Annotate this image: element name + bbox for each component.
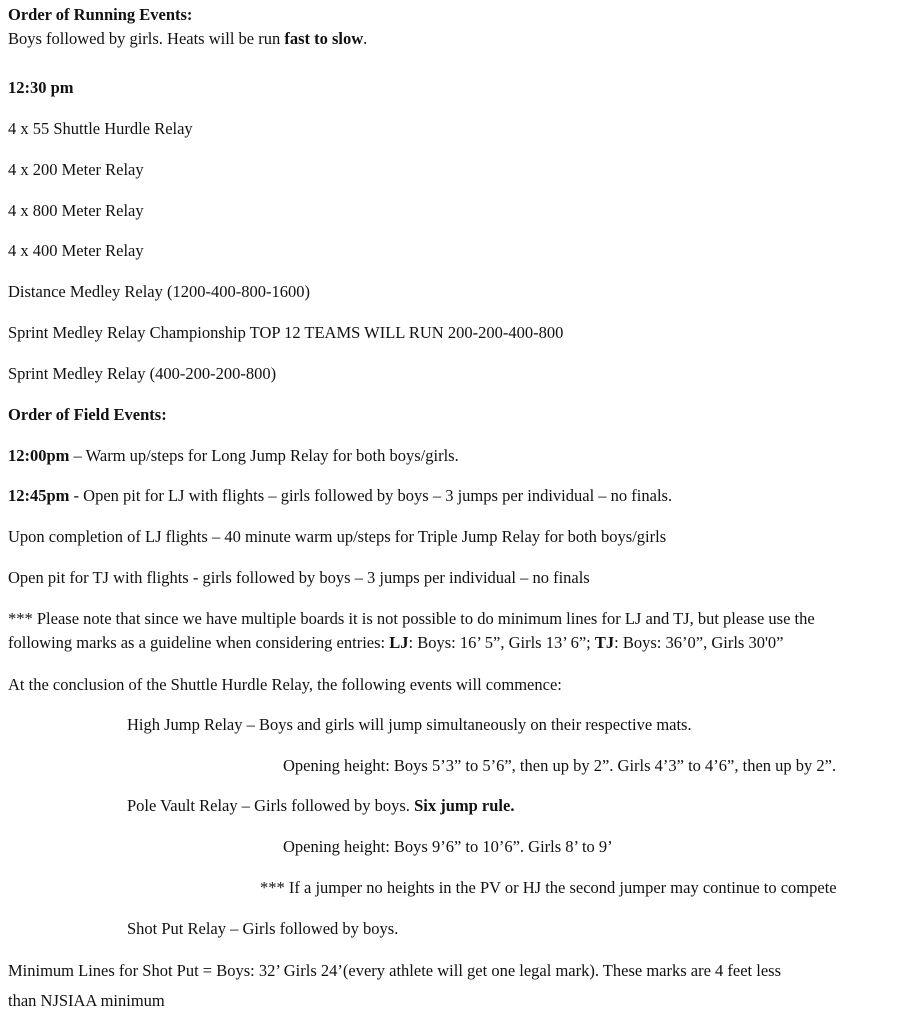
field-event-longjump-open: [8, 486, 672, 506]
conclusion-text: At the conclusion of the Shuttle Hurdle Relay, the following events will commence:: [8, 675, 562, 694]
running-event-item: 4 x 55 Shuttle Hurdle Relay: [8, 119, 193, 138]
intro-text: Boys followed by girls. Heats will be run: [8, 29, 285, 48]
running-events-intro: [8, 29, 367, 49]
pole-vault-relay: [127, 796, 514, 816]
intro-period: .: [363, 29, 368, 48]
running-event-item: Sprint Medley Relay Championship TOP 12 TEAMS WILL RUN 200-200-400-800: [8, 323, 564, 342]
field-event-triplejump-open: Open pit for TJ with flights - girls followed by boys – 3 jumps per individual – no finals: [8, 568, 590, 587]
note-lj-marks: : Boys: 16’ 5”, Girls 13’ 6”;: [408, 633, 595, 652]
running-event-item: 4 x 400 Meter Relay: [8, 241, 144, 260]
running-event-item: Sprint Medley Relay (400-200-200-800): [8, 364, 277, 383]
field-text: - Open pit for LJ with flights – girls followed by boys – 3 jumps per individual – no finals.: [69, 486, 673, 505]
no-heights-note: *** If a jumper no heights in the PV or HJ the second jumper may continue to compete: [260, 878, 837, 897]
pole-vault-rule: Six jump rule.: [414, 796, 515, 815]
guideline-note-line-2: [8, 633, 784, 653]
intro-emphasis: fast to slow: [284, 29, 364, 48]
pole-vault-opening-height: Opening height: Boys 9’6” to 10’6”. Girls 8’ to 9’: [283, 837, 613, 856]
field-time: 12:45pm: [8, 486, 70, 505]
pole-vault-text: Pole Vault Relay – Girls followed by boys.: [127, 796, 415, 815]
note-lj-label: LJ: [389, 633, 409, 652]
high-jump-opening-height: Opening height: Boys 5’3” to 5’6”, then up by 2”. Girls 4’3” to 4’6”, then up by 2”.: [283, 756, 837, 775]
note-text: following marks as a guideline when considering entries:: [8, 633, 390, 652]
high-jump-relay: High Jump Relay – Boys and girls will jump simultaneously on their respective mats.: [127, 715, 692, 734]
running-event-item: 4 x 200 Meter Relay: [8, 160, 144, 179]
running-event-item: 4 x 800 Meter Relay: [8, 201, 144, 220]
field-time: 12:00pm: [8, 446, 70, 465]
running-start-time: 12:30 pm: [8, 78, 74, 97]
note-tj-label: TJ: [594, 633, 615, 652]
running-event-item: Distance Medley Relay (1200-400-800-1600): [8, 282, 310, 301]
shot-put-minimum-line-1: Minimum Lines for Shot Put = Boys: 32’ Girls 24’(every athlete will get one legal mark). These marks are 4 feet less: [8, 961, 782, 980]
shot-put-relay: Shot Put Relay – Girls followed by boys.: [127, 919, 399, 938]
shot-put-minimum-line-2: than NJSIAA minimum: [8, 991, 165, 1010]
field-event-triplejump-warmup: Upon completion of LJ flights – 40 minute warm up/steps for Triple Jump Relay for both boys/girls: [8, 527, 667, 546]
field-events-heading: Order of Field Events:: [8, 405, 167, 424]
guideline-note-line-1: *** Please note that since we have multiple boards it is not possible to do minimum lines for LJ and TJ, but please use the: [8, 609, 815, 628]
note-tj-marks: : Boys: 36’0”, Girls 30'0”: [614, 633, 784, 652]
running-events-heading: Order of Running Events:: [8, 5, 193, 24]
field-text: – Warm up/steps for Long Jump Relay for both boys/girls.: [69, 446, 459, 465]
field-event-longjump-warmup: [8, 446, 459, 466]
